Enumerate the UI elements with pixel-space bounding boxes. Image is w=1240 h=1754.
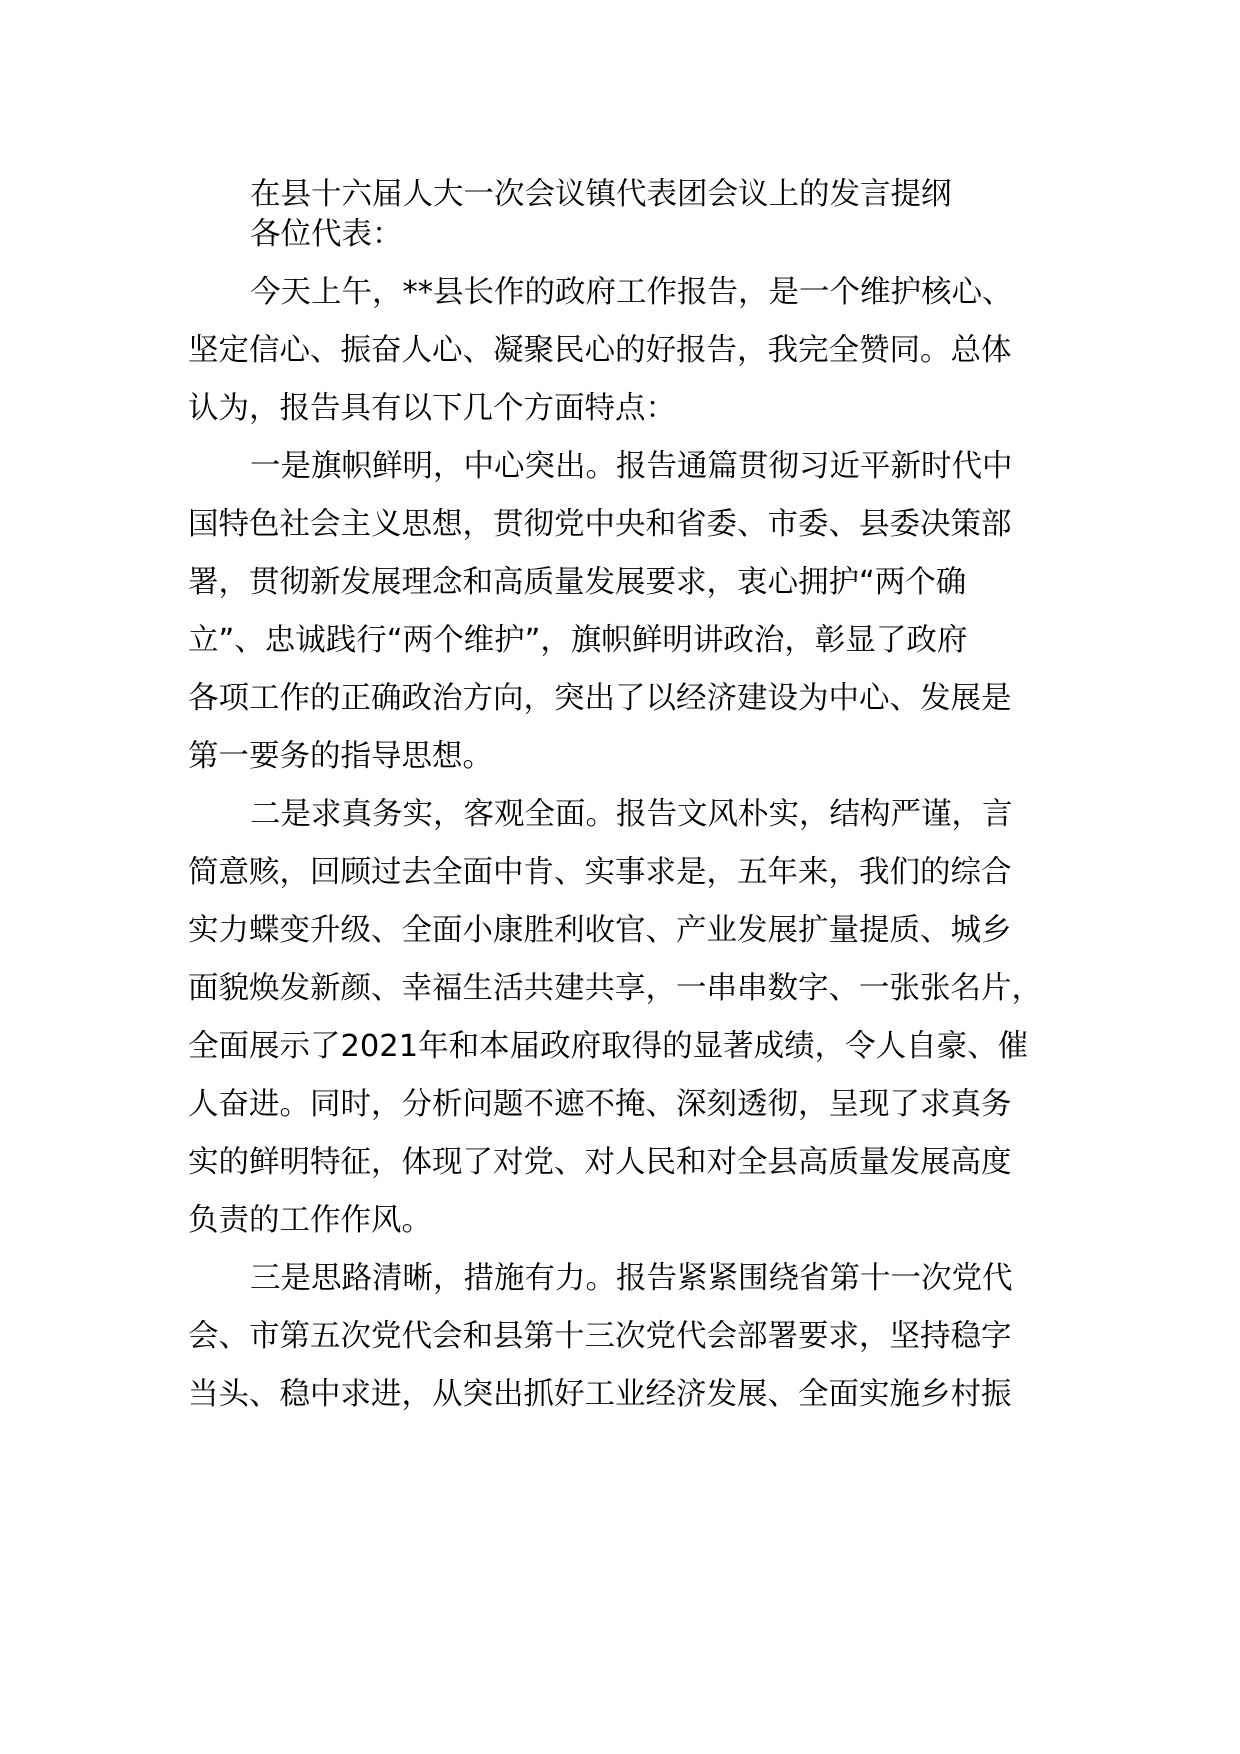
- paragraph-2-line-6: 第一要务的指导思想。: [188, 739, 493, 774]
- paragraph-3-line-1: 二是求真务实，客观全面。报告文风朴实，结构严谨，言: [250, 797, 1013, 832]
- paragraph-3-line-4: 面貌焕发新颜、幸福生活共建共享，一串串数字、一张张名片，: [188, 971, 1042, 1006]
- paragraph-2-line-3: 署，贯彻新发展理念和高质量发展要求，衷心拥护“两个确: [188, 565, 967, 600]
- paragraph-2-line-5: 各项工作的正确政治方向，突出了以经济建设为中心、发展是: [188, 681, 1012, 716]
- paragraph-3-line-2: 简意赅，回顾过去全面中肯、实事求是，五年来，我们的综合: [188, 855, 1012, 890]
- paragraph-1-line-1: 今天上午，**县长作的政府工作报告，是一个维护核心、: [250, 275, 1013, 310]
- paragraph-3-line-7: 实的鲜明特征，体现了对党、对人民和对全县高质量发展高度: [188, 1145, 1012, 1180]
- paragraph-3-line-8: 负责的工作作风。: [188, 1203, 432, 1238]
- document-title: 在县十六届人大一次会议镇代表团会议上的发言提纲: [250, 177, 952, 212]
- salutation: 各位代表：: [250, 217, 403, 252]
- paragraph-3-line-3: 实力蝶变升级、全面小康胜利收官、产业发展扩量提质、城乡: [188, 913, 1012, 948]
- paragraph-4-line-1: 三是思路清晰，措施有力。报告紧紧围绕省第十一次党代: [250, 1261, 1013, 1296]
- paragraph-2-line-2: 国特色社会主义思想，贯彻党中央和省委、市委、县委决策部: [188, 507, 1012, 542]
- paragraph-3-line-5: 全面展示了2021年和本届政府取得的显著成绩，令人自豪、催: [188, 1029, 1029, 1064]
- paragraph-3-line-6: 人奋进。同时，分析问题不遮不掩、深刻透彻，呈现了求真务: [188, 1087, 1012, 1122]
- paragraph-2-line-1: 一是旗帜鲜明，中心突出。报告通篇贯彻习近平新时代中: [250, 449, 1013, 484]
- paragraph-1-line-3: 认为，报告具有以下几个方面特点：: [188, 391, 676, 426]
- paragraph-1-line-2: 坚定信心、振奋人心、凝聚民心的好报告，我完全赞同。总体: [188, 333, 1012, 368]
- paragraph-4-line-3: 当头、稳中求进，从突出抓好工业经济发展、全面实施乡村振: [188, 1377, 1012, 1412]
- paragraph-2-line-4: 立”、忠诚践行“两个维护”，旗帜鲜明讲政治，彰显了政府: [188, 623, 968, 658]
- paragraph-4-line-2: 会、市第五次党代会和县第十三次党代会部署要求，坚持稳字: [188, 1319, 1012, 1354]
